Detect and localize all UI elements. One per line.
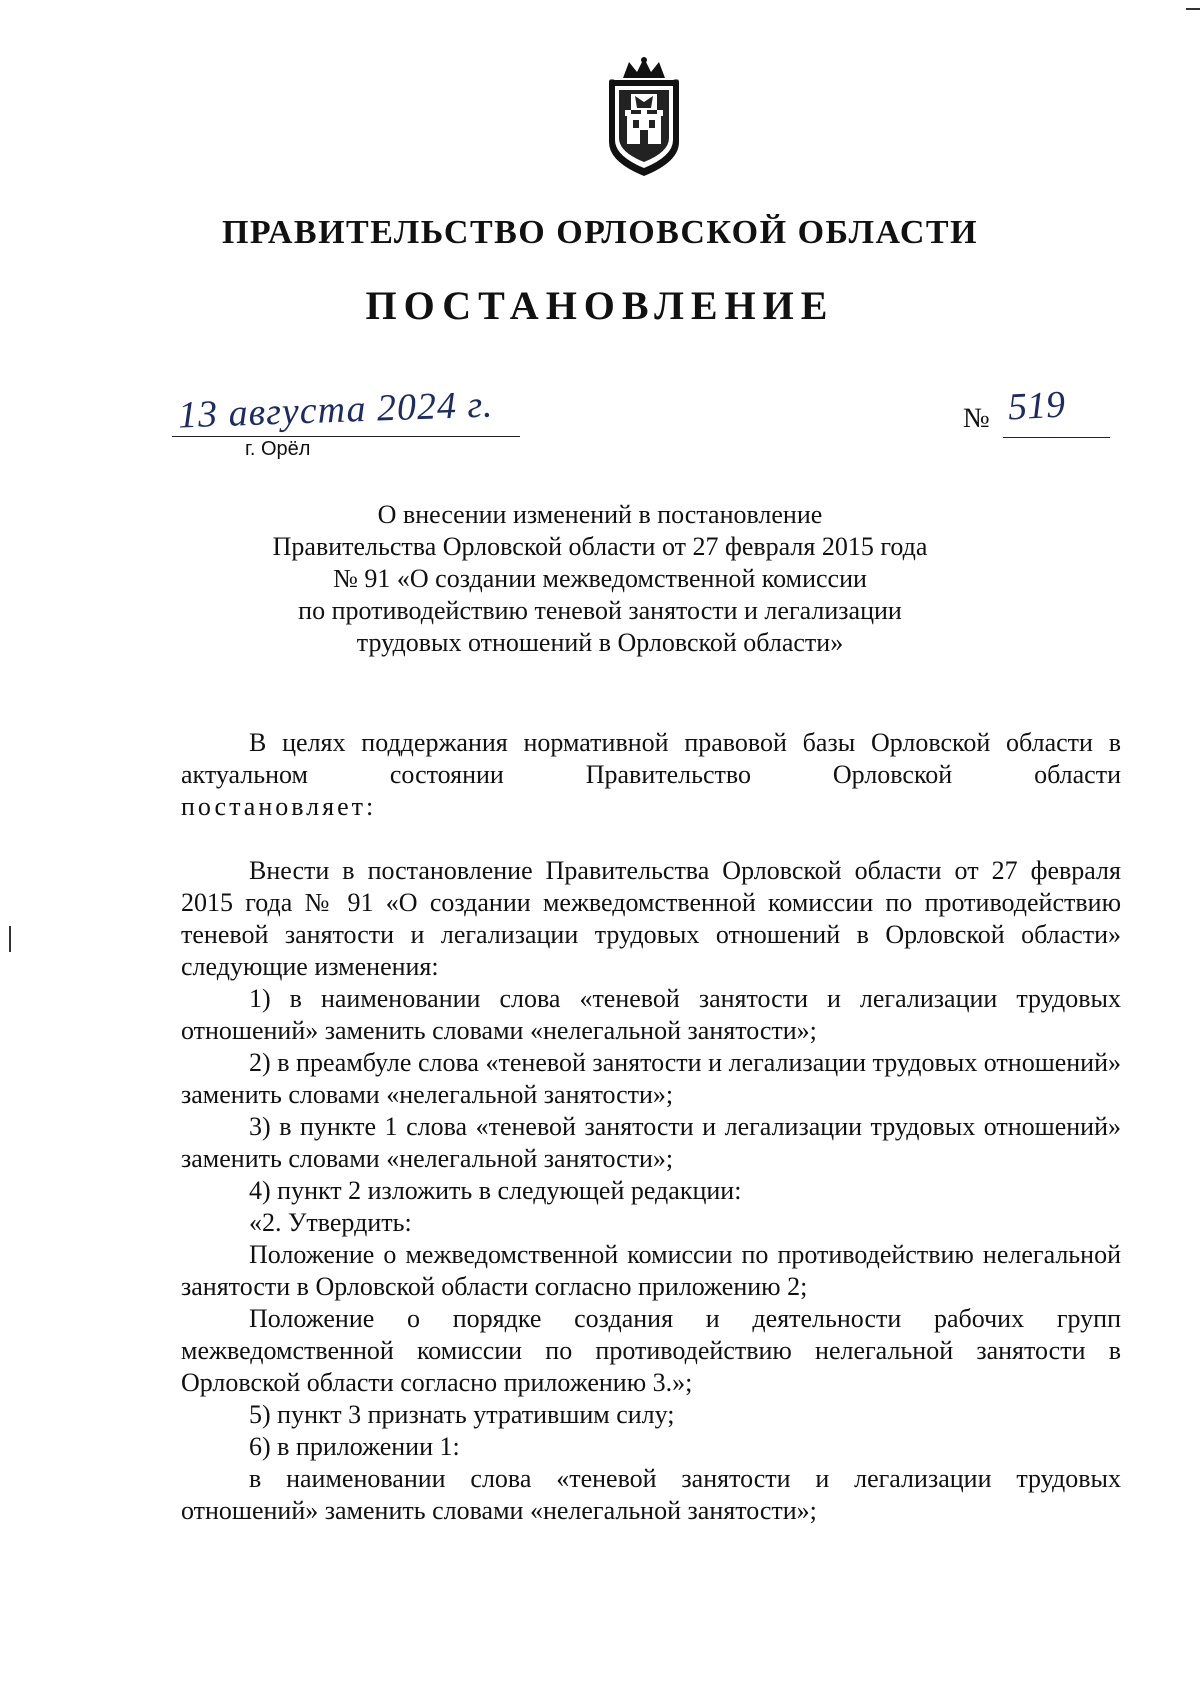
document-body [181, 727, 1121, 1527]
document-subject [0, 499, 1200, 659]
number-underline [1003, 437, 1110, 438]
decree-word: постановляет: [181, 792, 377, 821]
body-paragraph: в наименовании слова «теневой занятости и легализации трудовых отношений» заменить словами «нелегальной занятости»; [181, 1464, 1121, 1525]
body-paragraph: Положение о межведомственной комиссии по противодействию нелегальной занятости в Орловской области согласно приложению 2; [181, 1240, 1121, 1301]
body-paragraph: 5) пункт 3 признать утратившим силу; [249, 1400, 675, 1429]
scan-artifact [9, 926, 11, 952]
handwritten-date: 13 августа 2024 г. [177, 383, 494, 437]
subject-line: трудовых отношений в Орловской области» [356, 628, 844, 657]
coat-of-arms-icon [601, 56, 687, 178]
subject-line: Правительства Орловской области от 27 февраля 2015 года [272, 532, 928, 561]
number-label: № [963, 403, 990, 434]
document-type-title: ПОСТАНОВЛЕНИЕ [365, 283, 835, 328]
body-paragraph: 6) в приложении 1: [249, 1432, 460, 1461]
scan-artifact [1186, 8, 1200, 10]
handwritten-number: 519 [1006, 383, 1067, 429]
body-paragraph: 3) в пункте 1 слова «теневой занятости и легализации трудовых отношений» заменить словами «нелегальной занятости»; [181, 1112, 1121, 1173]
date-underline [172, 436, 520, 437]
subject-line: № 91 «О создании межведомственной комиссии [333, 564, 867, 593]
body-paragraph: Положение о порядке создания и деятельности рабочих групп межведомственной комиссии по противодействию нелегальной занятости в Орловской области согласно приложению 3.»; [181, 1304, 1121, 1397]
city-label: г. Орёл [245, 438, 311, 460]
subject-line: по противодействию теневой занятости и легализации [298, 596, 902, 625]
subject-line: О внесении изменений в постановление [377, 500, 823, 529]
body-paragraph: 1) в наименовании слова «теневой занятости и легализации трудовых отношений» заменить словами «нелегальной занятости»; [181, 984, 1121, 1045]
body-paragraph: «2. Утвердить: [249, 1208, 412, 1237]
paragraph-gap [181, 823, 1121, 855]
body-paragraph: 4) пункт 2 изложить в следующей редакции: [249, 1176, 742, 1205]
body-paragraph: 2) в преамбуле слова «теневой занятости и легализации трудовых отношений» заменить словами «нелегальной занятости»; [181, 1048, 1121, 1109]
body-paragraph: Внести в постановление Правительства Орловской области от 27 февраля 2015 года № 91 «О создании межведомственной комиссии по противодействию теневой занятости и легализации трудовых отношений в Орловской области» следующие изменения: [181, 856, 1121, 981]
organization-title: ПРАВИТЕЛЬСТВО ОРЛОВСКОЙ ОБЛАСТИ [221, 214, 979, 251]
preamble-paragraph: В целях поддержания нормативной правовой базы Орловской области в актуальном состоянии Правительство Орловской области [181, 728, 1121, 789]
